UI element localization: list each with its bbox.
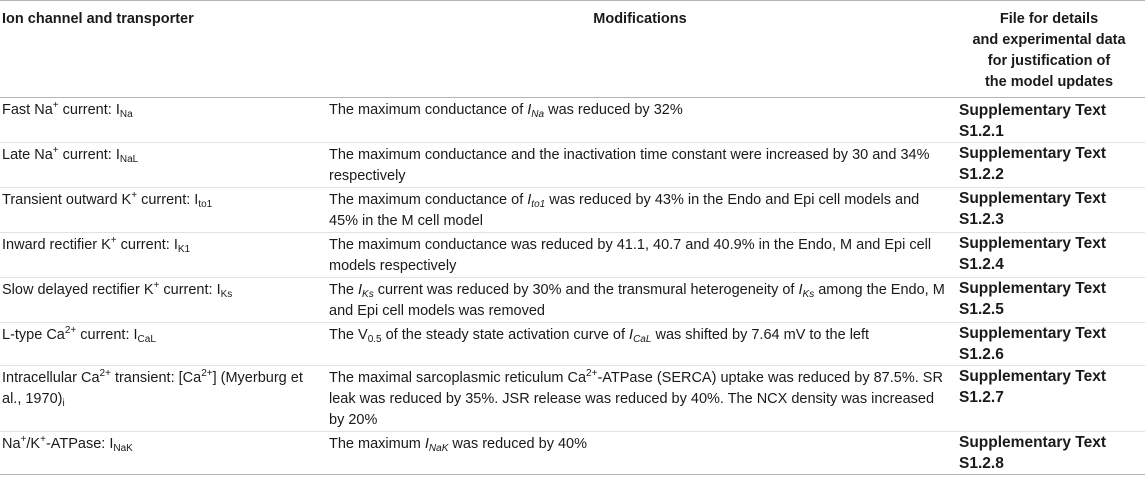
file-reference-cell: Supplementary Text S1.2.1 [955, 98, 1145, 143]
ion-channel-cell: Slow delayed rectifier K+ current: $I_{Ks}$ [0, 278, 325, 323]
file-reference-cell: Supplementary Text S1.2.7 [955, 366, 1145, 432]
ion-channel-cell: Transient outward K+ current: $I_{to1}$ [0, 188, 325, 233]
table-row [0, 98, 1145, 143]
table-row [0, 278, 1145, 323]
table-row [0, 143, 1145, 188]
table-row [0, 323, 1145, 366]
header-row [0, 1, 1145, 98]
modification-cell: The maximum $I_{NaK}$ was reduced by 40% [325, 432, 955, 475]
modification-cell: The maximum conductance of $I_{to1}$ was reduced by 43% in the Endo and Epi cell models and 45% in the M cell model [325, 188, 955, 233]
header-file: File for details and experimental data for justification of the model updates [955, 1, 1145, 98]
table-row [0, 233, 1145, 278]
modification-cell: The maximum conductance and the inactivation time constant were increased by 30 and 34% respectively [325, 143, 955, 188]
modification-cell: The $V_{0.5}$ of the steady state activation curve of $I_{CaL}$ was shifted by 7.64 mV to the left [325, 323, 955, 366]
ion-channel-cell: Intracellular $Ca^{2+}$ transient: $[Ca^{2+}]$ (Myerburg et al., $1970)_i$ [0, 366, 325, 432]
file-reference-cell: Supplementary Text S1.2.5 [955, 278, 1145, 323]
file-reference-cell: Supplementary Text S1.2.2 [955, 143, 1145, 188]
modification-cell: The maximum conductance was reduced by 41.1, 40.7 and 40.9% in the Endo, M and Epi cell models respectively [325, 233, 955, 278]
file-reference-cell: Supplementary Text S1.2.3 [955, 188, 1145, 233]
file-reference-cell: Supplementary Text S1.2.8 [955, 432, 1145, 475]
file-reference-cell: Supplementary Text S1.2.4 [955, 233, 1145, 278]
ion-channel-cell: L-type $Ca^{2+}$ current: $I_{CaL}$ [0, 323, 325, 366]
table-row [0, 366, 1145, 432]
ion-channel-cell: Fast Na+ current: $I_{Na}$ [0, 98, 325, 143]
modification-cell: The maximum conductance of $I_{Na}$ was reduced by 32% [325, 98, 955, 143]
modification-cell: The $I_{Ks}$ current was reduced by 30% and the transmural heterogeneity of $I_{Ks}$ among the Endo, M and Epi cell models was removed [325, 278, 955, 323]
modification-cell: The maximal sarcoplasmic reticulum $Ca^{2+}$-ATPase (SERCA) uptake was reduced by 87.5%. SR leak was reduced by 35%. JSR release was reduced by 40%. The NCX density was increased by 20% [325, 366, 955, 432]
ion-channel-cell: Inward rectifier K+ current: $I_{K1}$ [0, 233, 325, 278]
table-row [0, 432, 1145, 475]
header-ion-channel: Ion channel and transporter [0, 1, 325, 98]
table-row [0, 188, 1145, 233]
ion-channel-cell: Late Na+ current: $I_{NaL}$ [0, 143, 325, 188]
file-reference-cell: Supplementary Text S1.2.6 [955, 323, 1145, 366]
header-modifications: Modifications [325, 1, 955, 98]
ion-channel-cell: Na+/K+-ATPase: $I_{NaK}$ [0, 432, 325, 475]
